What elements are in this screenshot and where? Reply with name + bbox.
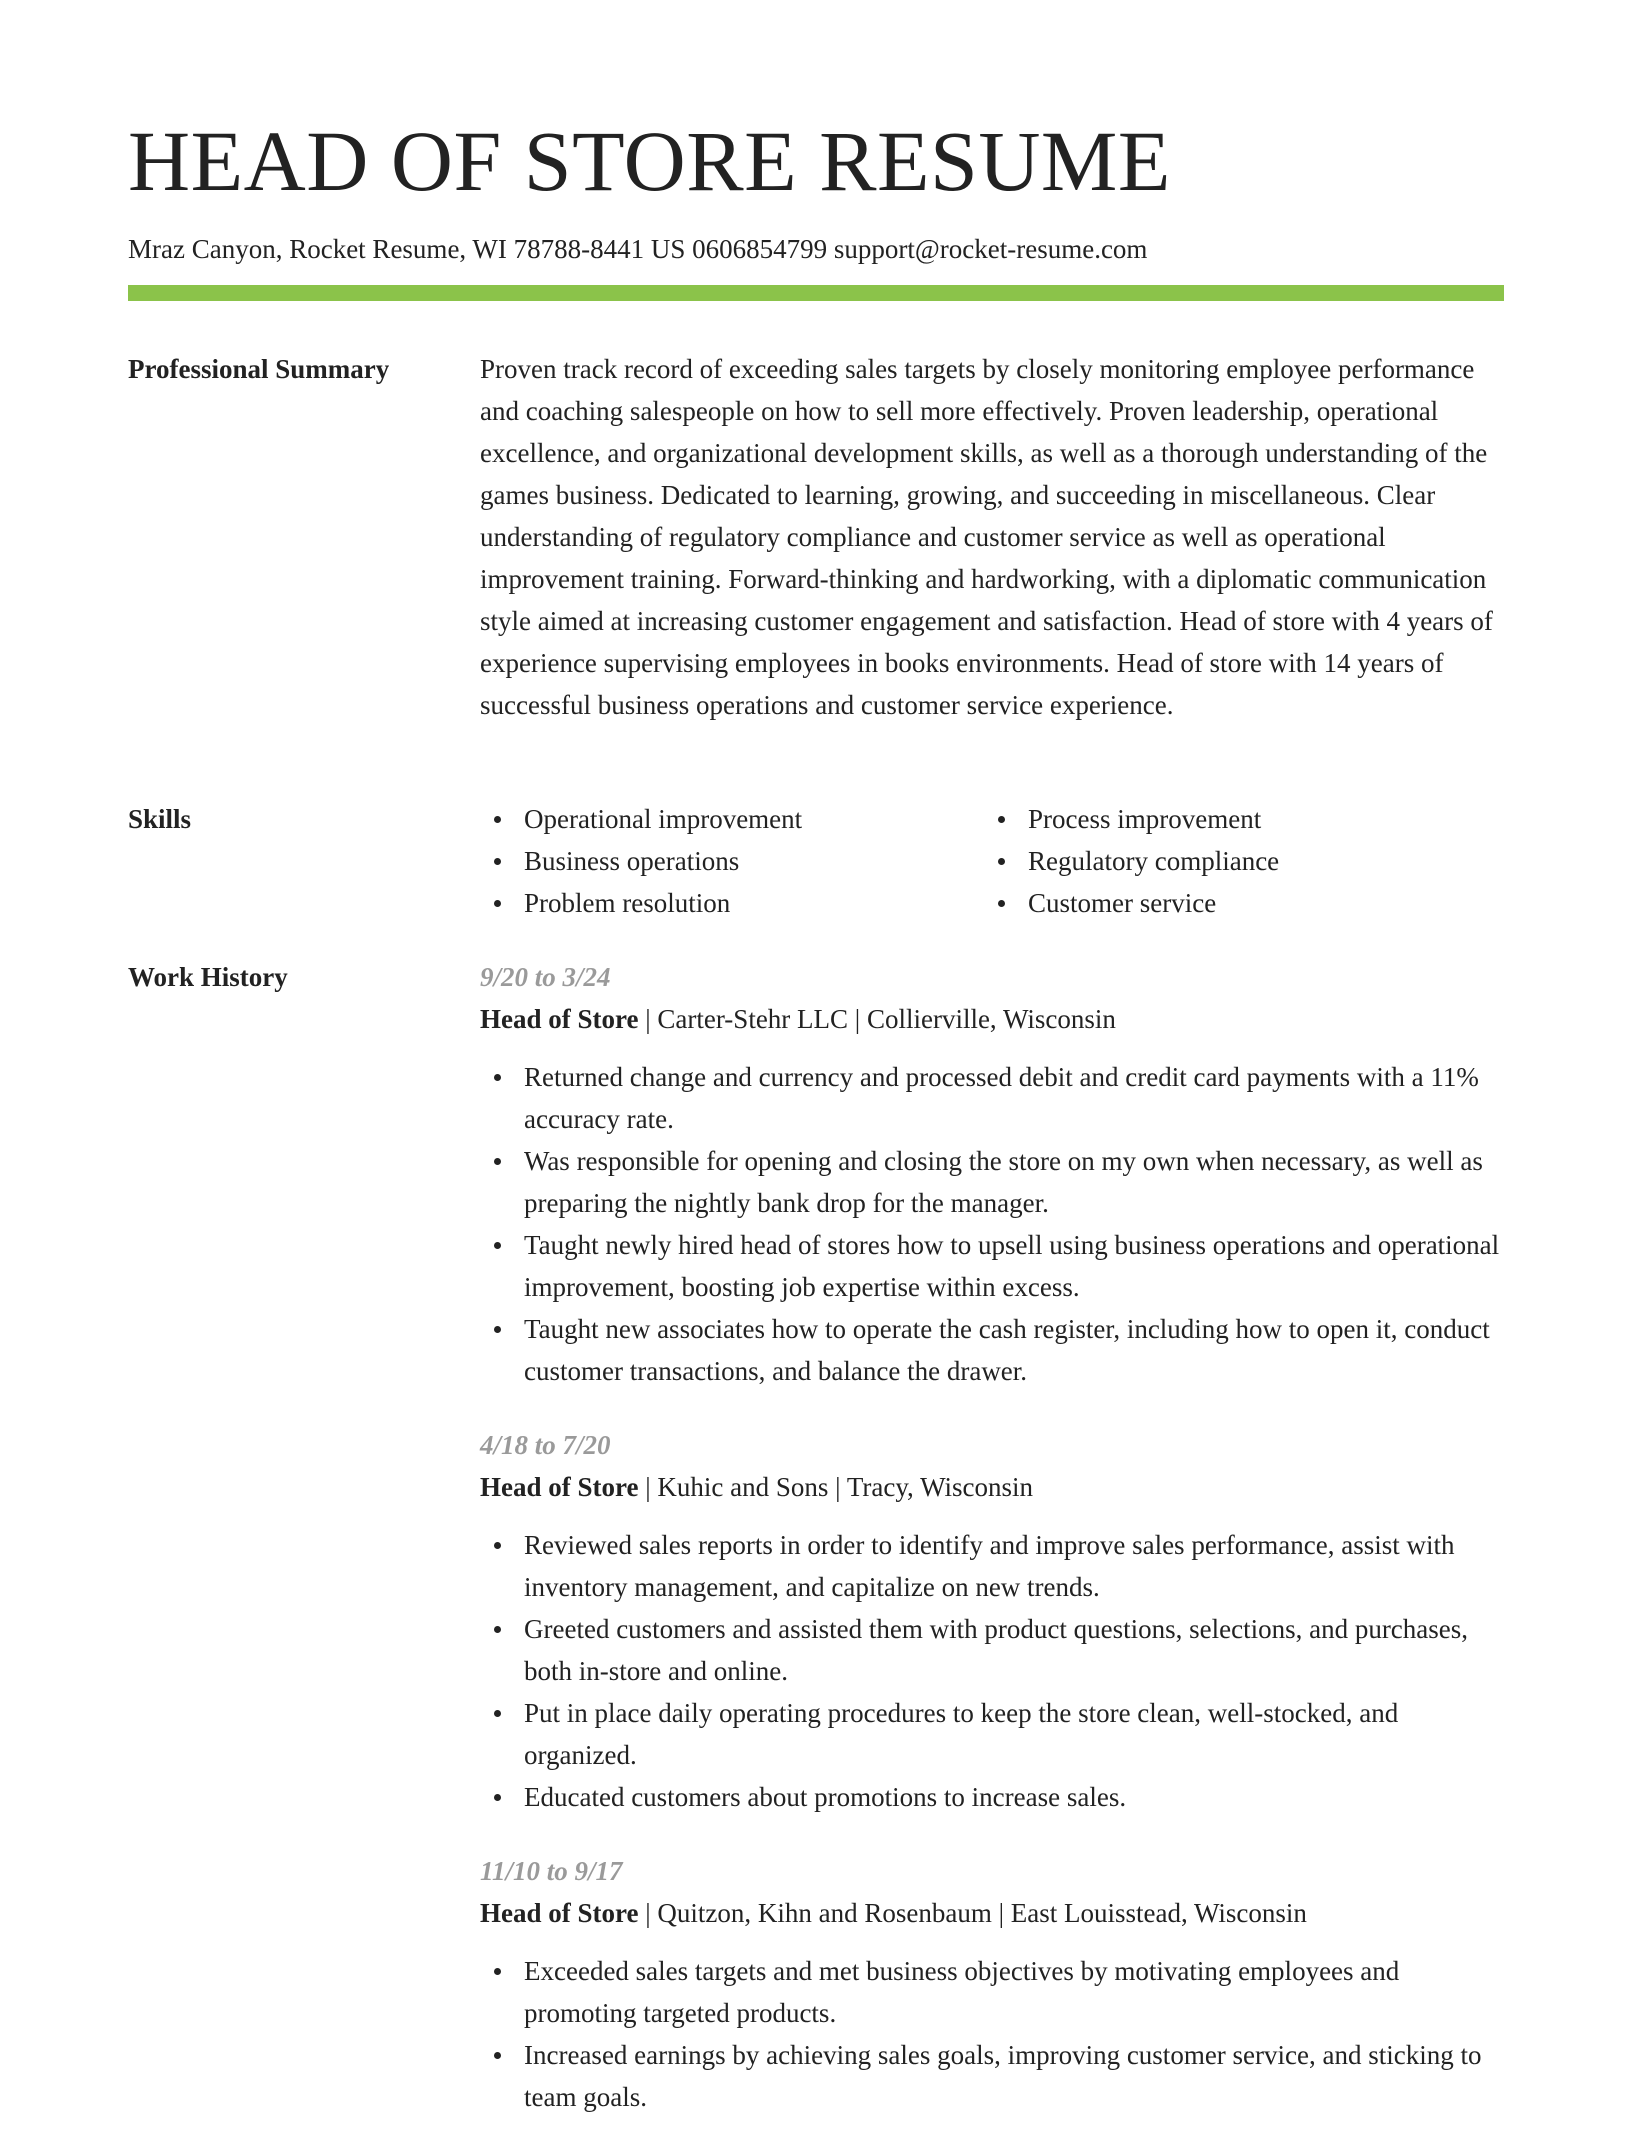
job-dates: 4/18 to 7/20 xyxy=(480,1430,611,1460)
summary-heading: Professional Summary xyxy=(128,354,390,384)
skills-column-right xyxy=(984,798,1488,924)
job-bullet: Greeted customers and assisted them with product questions, selections, and purchases, both in-store and online. xyxy=(480,1608,1504,1692)
job-bullets xyxy=(480,1524,1504,1818)
contact-line: Mraz Canyon, Rocket Resume, WI 78788-8441 US 0606854799 support@rocket-resume.com xyxy=(128,234,1148,264)
summary-text: Proven track record of exceeding sales targets by closely monitoring employee performance and coaching salespeople on how to sell more effectively. Proven leadership, operational excellence, and organizational development skills, as well as a thorough understanding of the games business. Dedicated to learning, growing, and succeeding in miscellaneous. Clear understanding of regulatory compliance and customer service as well as operational improvement training. Forward-thinking and hardworking, with a diplomatic communication style aimed at increasing customer engagement and satisfaction. Head of store with 4 years of experience supervising employees in books environments. Head of store with 14 years of successful business operations and customer service experience. xyxy=(480,354,1493,720)
job-bullets xyxy=(480,1950,1504,2118)
skill-item: Operational improvement xyxy=(480,798,984,840)
skill-item: Process improvement xyxy=(984,798,1488,840)
skills-heading: Skills xyxy=(128,804,192,834)
job-bullet: Increased earnings by achieving sales goals, improving customer service, and sticking to team goals. xyxy=(480,2034,1504,2118)
job-bullet: Returned change and currency and processed debit and credit card payments with a 11% accuracy rate. xyxy=(480,1056,1504,1140)
job-bullet: Put in place daily operating procedures to keep the store clean, well-stocked, and organized. xyxy=(480,1692,1504,1776)
job-separator: | xyxy=(848,1004,867,1034)
page-title: HEAD OF STORE RESUME xyxy=(128,113,1171,209)
job-dates: 11/10 to 9/17 xyxy=(480,1856,623,1886)
skills-grid xyxy=(480,798,1504,924)
job-bullet: Taught newly hired head of stores how to upsell using business operations and operational improvement, boosting job expertise within excess. xyxy=(480,1224,1504,1308)
job-bullet: Educated customers about promotions to increase sales. xyxy=(480,1776,1504,1818)
job-entry xyxy=(480,1850,1504,2118)
job-title: Head of Store xyxy=(480,1898,639,1928)
work-history-body xyxy=(480,956,1504,2150)
job-heading-line xyxy=(480,1466,1504,1508)
skill-item: Customer service xyxy=(984,882,1488,924)
job-location: Collierville, Wisconsin xyxy=(866,1004,1116,1034)
job-bullet: Taught new associates how to operate the cash register, including how to open it, conduct customer transactions, and balance the drawer. xyxy=(480,1308,1504,1392)
job-separator: | xyxy=(638,1898,658,1928)
skill-item: Business operations xyxy=(480,840,984,882)
job-bullet: Exceeded sales targets and met business objectives by motivating employees and promoting targeted products. xyxy=(480,1950,1504,2034)
job-separator: | xyxy=(991,1898,1011,1928)
job-separator: | xyxy=(828,1472,847,1502)
skill-item: Regulatory compliance xyxy=(984,840,1488,882)
skill-item: Problem resolution xyxy=(480,882,984,924)
job-bullet: Reviewed sales reports in order to identify and improve sales performance, assist with inventory management, and capitalize on new trends. xyxy=(480,1524,1504,1608)
job-entry xyxy=(480,1424,1504,1818)
job-heading-line xyxy=(480,1892,1504,1934)
accent-divider xyxy=(128,285,1504,301)
job-entry xyxy=(480,956,1504,1392)
job-title: Head of Store xyxy=(480,1472,639,1502)
job-dates: 9/20 to 3/24 xyxy=(480,962,611,992)
job-heading-line xyxy=(480,998,1504,1040)
job-bullets xyxy=(480,1056,1504,1392)
job-title: Head of Store xyxy=(480,1004,639,1034)
job-bullet: Was responsible for opening and closing the store on my own when necessary, as well as preparing the nightly bank drop for the manager. xyxy=(480,1140,1504,1224)
job-location: Tracy, Wisconsin xyxy=(846,1472,1033,1502)
skills-column-left xyxy=(480,798,984,924)
job-company: Carter-Stehr LLC xyxy=(657,1004,849,1034)
job-location: East Louisstead, Wisconsin xyxy=(1010,1898,1307,1928)
job-separator: | xyxy=(638,1472,658,1502)
job-separator: | xyxy=(638,1004,658,1034)
job-company: Kuhic and Sons xyxy=(657,1472,829,1502)
summary-body xyxy=(480,348,1504,726)
work-history-heading: Work History xyxy=(128,962,288,992)
skills-body xyxy=(480,798,1504,924)
job-company: Quitzon, Kihn and Rosenbaum xyxy=(657,1898,992,1928)
